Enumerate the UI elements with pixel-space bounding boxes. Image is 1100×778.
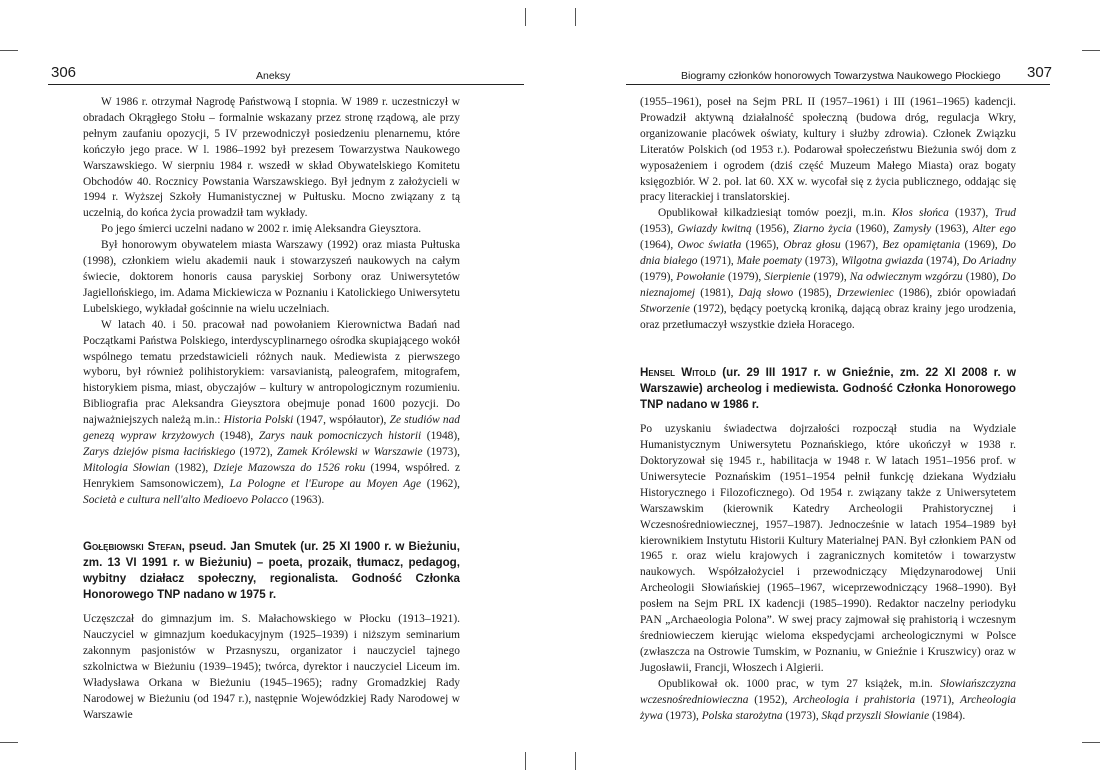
work-title: Do Ariadny — [962, 255, 1016, 268]
paragraph: W 1986 r. otrzymał Nagrodę Państwową I stopnia. W 1989 r. uczestniczył w obradach Okrągłego Stołu – formalnie wskazany przez stronę rządową, ale przy pełnym zaufaniu opozycji, 5 IV przewodniczył posiedzeniu plenarnemu, które kończyło jego prace. W l. 1986–1992 był prezesem Towarzystwa Naukowego Warszawskiego. W sierpniu 1984 r. wszedł w skład Obywatelskiego Komitetu Obchodów 40. Rocznicy Powstania Warszawskiego. Był jednym z założycieli w 1994 r. Wyższej Szkoły Humanistycznej w Pułtusku. Mocno związany z tą uczelnią, do końca życia prowadził tam wykłady. — [83, 96, 460, 220]
work-title: Gwiazdy kwitną — [677, 223, 752, 236]
paragraph-bibliography: W latach 40. i 50. pracował nad powołaniem Kierownictwa Badań nad Początkami Państwa Polskiego, interdyscyplinarnego ośrodka skupiającego wokół wspólnego tematu przedstawicieli różnych nauk. Mediewista z pierwszego wyboru, był również polihistorykiem: varsavianistą, paleografem, mitografem, historykiem pisma, miast, obyczajów – kultury w antropologicznym rozumieniu. Bibliografia prac Aleksandra Gieysztora obejmuje ponad 1600 pozycji. Do najważniejszych należą m.in.: Historia Polski (1947, współautor), Ze studiów nad genezą wypraw krzyżowych (1948), Zarys nauk pomocniczych historii (1948), Zarys dziejów pisma łacińskiego (1972), Zamek Królewski w Warszawie (1973), Mitologia Słowian (1982), Dzieje Mazowsza do 1526 roku (1994, współred. z Henrykiem Samsonowiczem), La Pologne et l'Europe au Moyen Age (1962), Società e cultura nell'alto Medioevo Polacco (1963). — [83, 318, 461, 506]
work-title: Zamysły — [893, 223, 932, 236]
entry-surname: Gołębiowski — [83, 539, 144, 553]
body-text — [83, 95, 460, 724]
work-title: Kłos słońca — [891, 207, 949, 220]
entry-heading: Hensel Witold (ur. 29 III 1917 r. w Gnieźnie, zm. 22 XI 2008 r. w Warszawie) archeolog i mediewista. Godność Członka Honorowego TNP nadano w 1986 r. — [640, 365, 1016, 411]
work-title: Historia Polski — [223, 414, 294, 427]
work-title: Słowiańszczyzna wczesnośredniowieczna — [640, 677, 1016, 706]
work-title: Małe poematy — [736, 255, 802, 268]
work-title: Ziarno życia — [793, 223, 852, 236]
work-title: Stworzenie — [640, 302, 690, 315]
work-title: Polska starożytna — [701, 709, 783, 722]
running-head: Biogramy członków honorowych Towarzystwa Naukowego Płockiego — [681, 70, 1001, 82]
work-title: Obraz głosu — [783, 239, 841, 252]
paragraph: Uczęszczał do gimnazjum im. S. Małachowskiego w Płocku (1913–1921). Nauczyciel w gimnazjum koedukacyjnym (1925–1939) i niższym seminarium zakonnym pasjonistów w Przasnyszu, organizator i nauczyciel tajnego szkolnictwa w Bieżuniu (1939–1945); twórca, dyrektor i nauczyciel Liceum im. Władysława Orkana w Bieżuniu (1945–1965); radny Gromadzkiej Rady Narodowej w Bieżuniu (od 1947 r.), następnie Wojewódzkiej Rady Narodowej w Warszawie — [83, 613, 460, 721]
work-title: Sierpienie — [764, 270, 811, 283]
work-title: Drzewieniec — [836, 286, 894, 299]
entry-firstname: Stefan — [147, 539, 182, 553]
crop-mark — [0, 50, 18, 51]
work-title: Do nieznajomej — [640, 270, 1016, 299]
work-title: Alter ego — [972, 223, 1016, 236]
work-title: La Pologne et l'Europe au Moyen Age — [229, 477, 422, 490]
work-title: Powołanie — [676, 270, 725, 283]
entry-surname: Hensel — [640, 365, 676, 379]
work-title: Ze studiów nad genezą wypraw krzyżowych — [83, 414, 461, 443]
paragraph: Był honorowym obywatelem miasta Warszawy (1992) oraz miasta Pułtuska (1998), członkiem wielu akademii nauk i stowarzyszeń naukowych na całym świecie, doktorem honoris causa paryskiej Sorbony oraz Uniwersytetów Jagiellońskiego, im. Adama Mickiewicza w Poznaniu i Katolickiego Uniwersytetu Lubelskiego, wykładał gościnnie na wielu uczelniach. — [83, 239, 460, 315]
paragraph: Po jego śmierci uczelni nadano w 2002 r. imię Aleksandra Gieysztora. — [101, 223, 422, 236]
work-title: Dają słowo — [738, 286, 794, 299]
work-title: Na odwiecznym wzgórzu — [849, 270, 963, 283]
work-title: Do dnia białego — [640, 239, 1016, 268]
work-title: Società e cultura nell'alto Medioevo Polacco — [83, 493, 289, 506]
entry-firstname: Witold — [681, 365, 717, 379]
crop-mark — [0, 742, 18, 743]
crop-mark — [575, 8, 576, 26]
page-number: 307 — [1027, 64, 1053, 81]
crop-mark — [1082, 742, 1100, 743]
work-title: Zarys dziejów pisma łacińskiego — [83, 445, 236, 458]
paragraph: (1955–1961), poseł na Sejm PRL II (1957–1961) i III (1961–1965) kadencji. Prowadził aktywną działalność społeczną (budowa dróg, regulacja Wkry, organizowanie placówek oświaty, kultury i służby zdrowia). Członek Związku Literatów Polskich (od 1953 r.). Podarował społeczeństwu Bieżunia swój dom z wyposażeniem i ogrodem (dziś część Muzeum Małego Miasta) oraz bogaty księgozbiór. W 2. poł. lat 60. XX w. wycofał się z życia publicznego, oddając się pracy literackiej i translatorskiej. — [640, 96, 1016, 204]
body-text — [640, 95, 1016, 724]
paragraph: Po uzyskaniu świadectwa dojrzałości rozpoczął studia na Wydziale Humanistycznym Uniwersytetu Poznańskiego, które ukończył w 1938 r. Doktoryzował się 1945 r., habilitacja w 1948 r. W latach 1951–1956 prof. w Uniwersytecie Poznańskim (1951–1954 pełnił funkcję dziekana Wydziału Historycznego i Filozoficznego). Od 1954 r. związany także z Uniwersytetem Warszawskim (kierownik Katedry Archeologii Prahistorycznej i Wczesnośredniowiecznej, 1957–1987). Jednocześnie w latach 1954–1989 był kierownikiem Instytutu Historii Kultury Materialnej PAN. Był członkiem PAN od 1965 r. oraz wielu krajowych i zagranicznych komitetów i towarzystw naukowych. Współzałożyciel i przewodniczący Międzynarodowej Unii Archeologii Słowiańskiej (1965–1967, wiceprzewodniczący 1968–1990). Był posłem na Sejm PRL IX kadencji (1985–1990). Redaktor naczelny periodyku PAN „Archaeologia Polona”. W swej pracy zajmował się prahistorią i wczesnym średniowieczem kierując wieloma ekspedycjami archeologicznymi w Polsce (zwłaszcza na Ostrowie Tumskim, w Poznaniu, w Gnieźnie i Kruszwicy) oraz w Jugosławii, Francji, Włoszech i Algierii. — [640, 423, 1016, 674]
running-head: Aneksy — [256, 70, 291, 82]
work-title: Zamek Królewski w Warszawie — [276, 445, 423, 458]
paragraph-poems: Opublikował kilkadziesiąt tomów poezji, m.in. Kłos słońca (1937), Trud (1953), Gwiazdy kwitną (1956), Ziarno życia (1960), Zamysły (1963), Alter ego (1964), Owoc światła (1965), Obraz głosu (1967), Bez opamiętania (1969), Do dnia białego (1971), Małe poematy (1973), Wilgotna gwiazda (1974), Do Ariadny (1979), Powołanie (1979), Sierpienie (1979), Na odwiecznym wzgórzu (1980), Do nieznajomej (1981), Dają słowo (1985), Drzewieniec (1986), zbiór opowiadań Stworzenie (1972), będący poetycką kroniką, dającą obraz krainy jego urodzenia, oraz przetłumaczył wszystkie dzieła Horacego. — [640, 207, 1017, 331]
work-title: Trud — [994, 207, 1016, 220]
work-title: Archeologia żywa — [640, 693, 1016, 722]
work-title: Archeologia i prahistoria — [793, 693, 916, 706]
crop-mark — [525, 752, 526, 770]
paragraph-works: Opublikował ok. 1000 prac, w tym 27 książek, m.in. Słowiańszczyzna wczesnośredniowieczna (1952), Archeologia i prahistoria (1971), Archeologia żywa (1973), Polska starożytna (1973), Skąd przyszli Słowianie (1984). — [640, 677, 1016, 722]
crop-mark — [525, 8, 526, 26]
work-title: Zarys nauk pomocniczych historii — [258, 430, 422, 443]
work-title: Mitologia Słowian — [83, 461, 170, 474]
work-title: Bez opamiętania — [882, 239, 961, 252]
work-title: Dzieje Mazowsza do 1526 roku — [213, 461, 366, 474]
crop-mark — [575, 752, 576, 770]
entry-heading: Gołębiowski Stefan, pseud. Jan Smutek (ur. 25 XI 1900 r. w Bieżuniu, zm. 13 VI 1991 r. w Bieżuniu) – poeta, prozaik, tłumacz, pedagog, wybitny działacz społeczny, regionalista. Godność Członka Honorowego TNP nadano w 1975 r. — [83, 539, 460, 602]
crop-mark — [1082, 50, 1100, 51]
work-title: Skąd przyszli Słowianie — [821, 709, 930, 722]
work-title: Wilgotna gwiazda — [841, 255, 924, 268]
work-title: Owoc światła — [677, 239, 742, 252]
page-number: 306 — [51, 64, 77, 81]
